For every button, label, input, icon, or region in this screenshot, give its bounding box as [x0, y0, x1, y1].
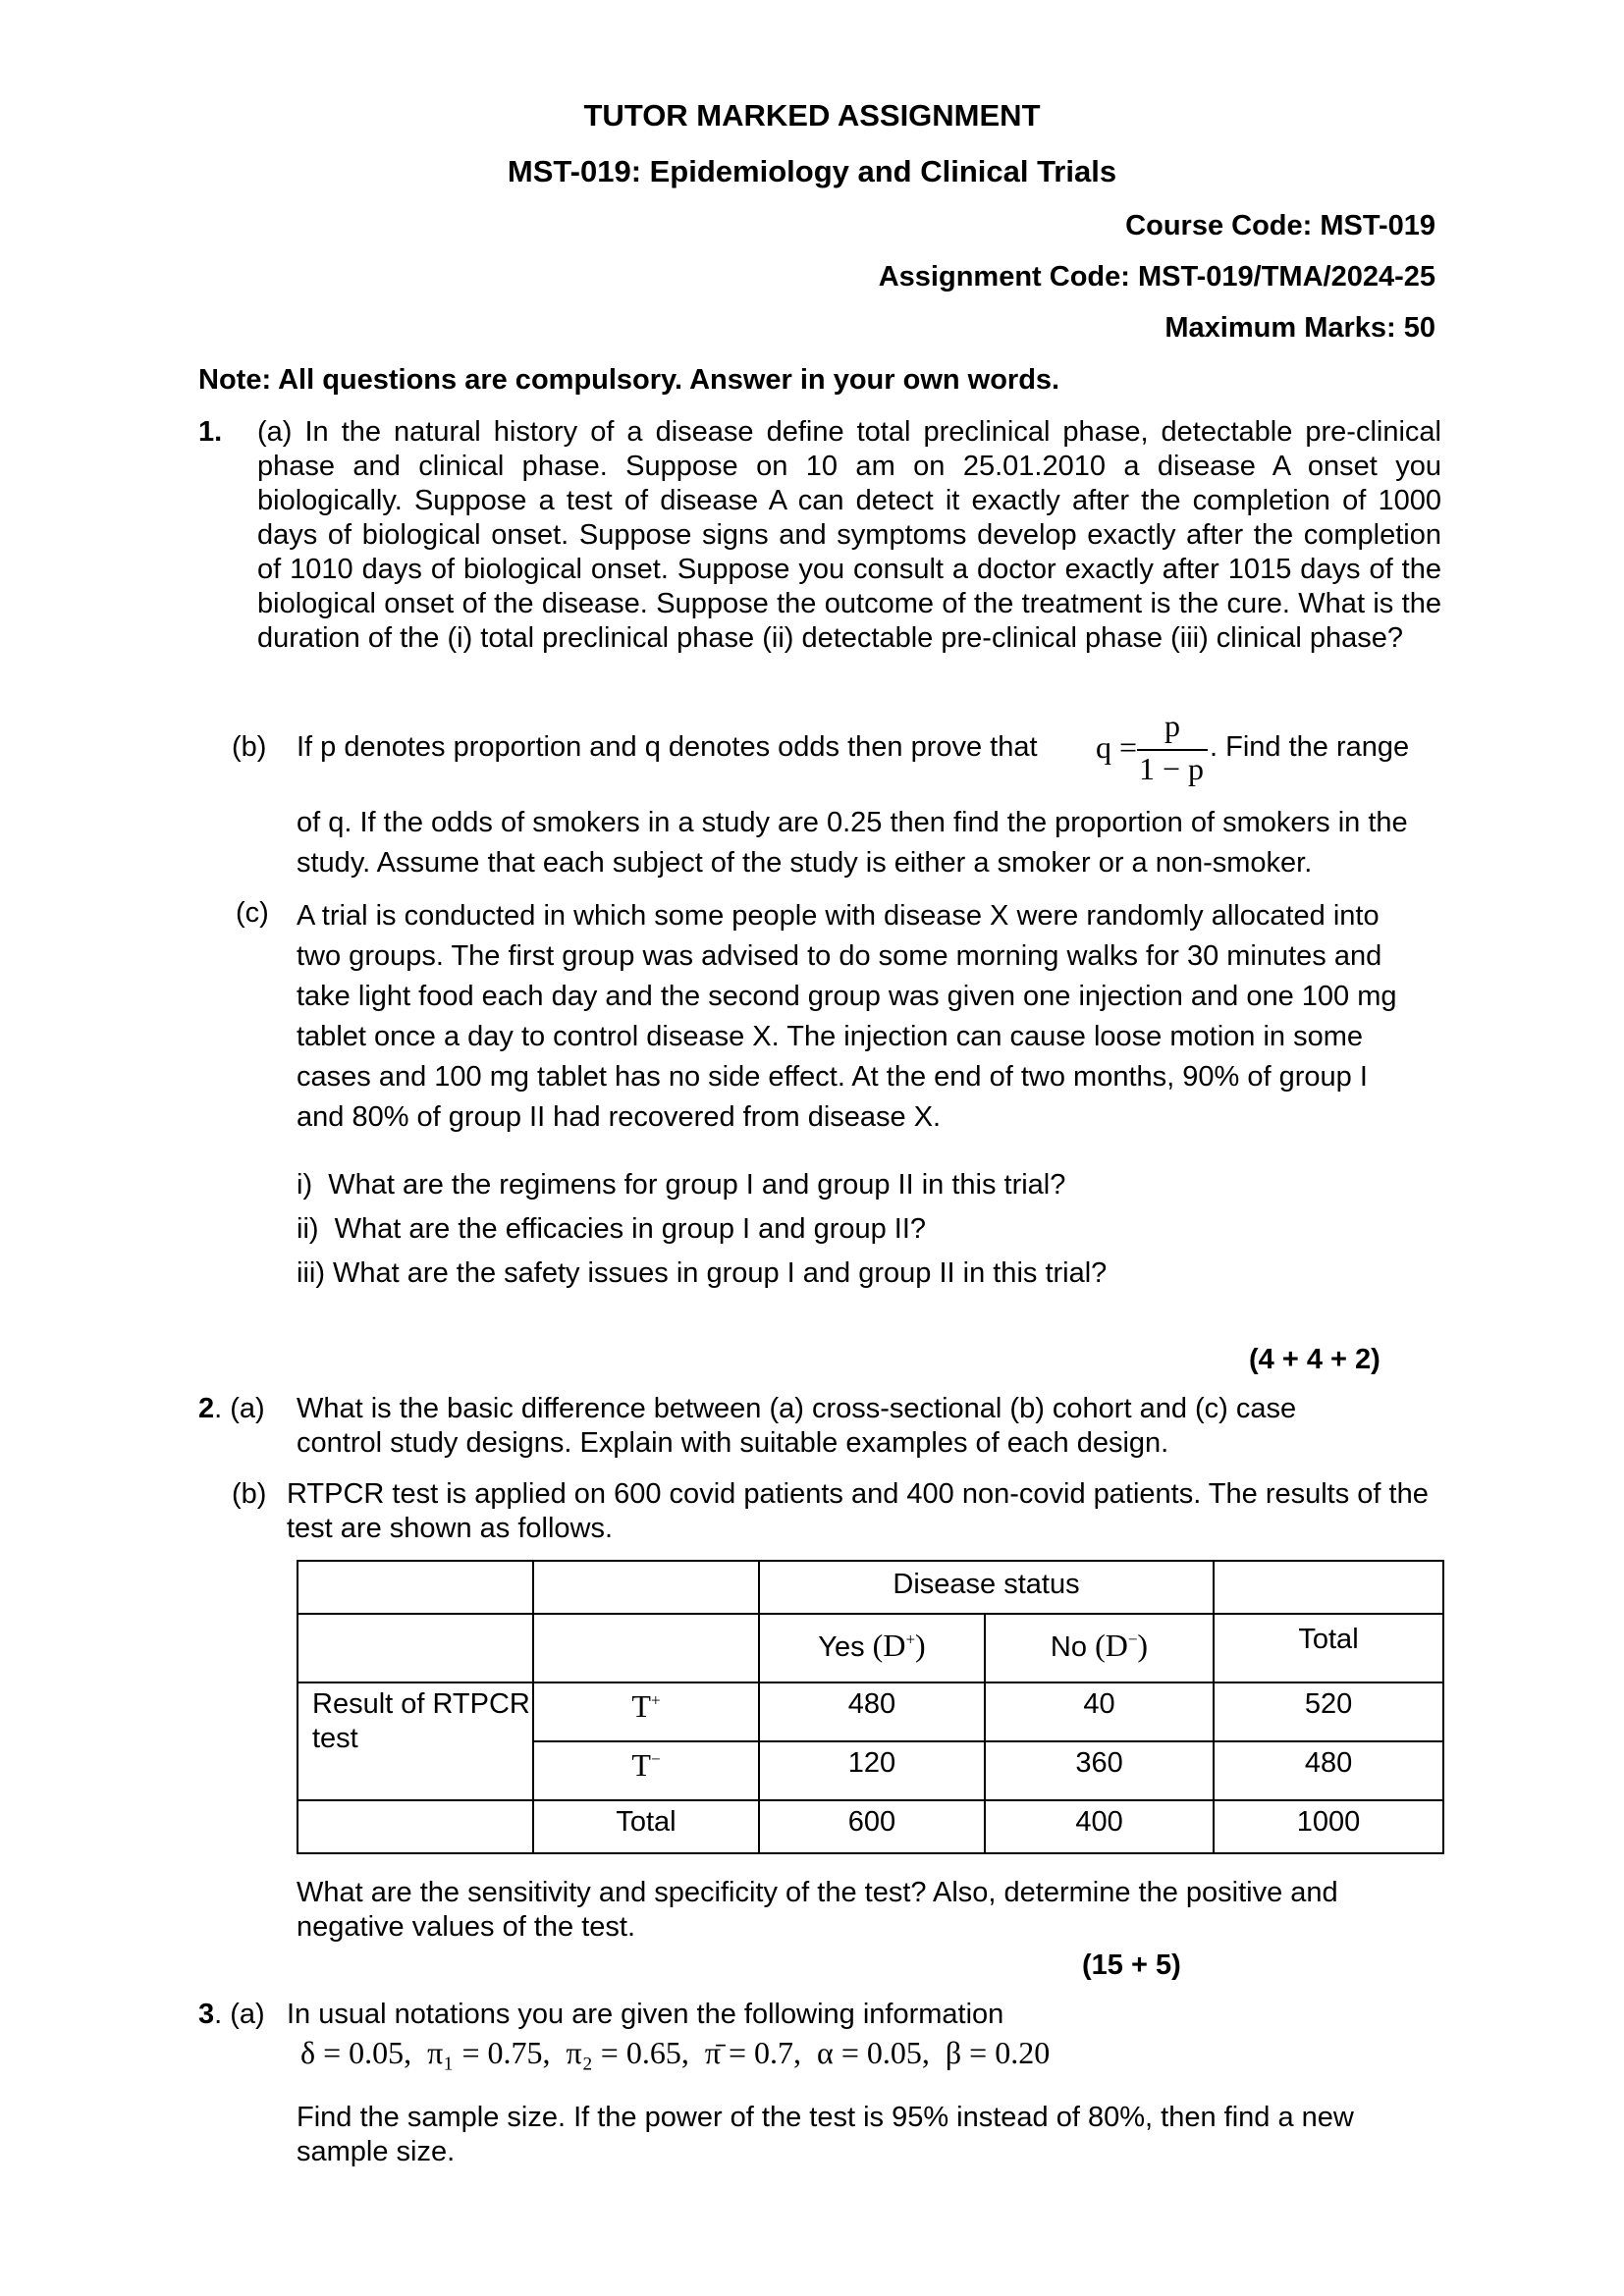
cell-fp: 40	[985, 1682, 1214, 1741]
question-3-number: 3	[198, 1999, 215, 2030]
question-2b-label: (b)	[232, 1478, 267, 1510]
question-1c-label: (c)	[236, 897, 269, 929]
total-row-header: Total	[533, 1800, 759, 1853]
question-2b-after-text: What are the sensitivity and specificity of the test? Also, determine the positive and negative values of the test.	[297, 1877, 1338, 1943]
question-2-number: 2	[198, 1393, 215, 1424]
course-code: Course Code: MST-019	[1125, 210, 1435, 241]
question-2a-text: What is the basic difference between (a) cross-sectional (b) cohort and (c) case control study designs. Explain with suitable examples of each design.	[297, 1393, 1297, 1459]
cell-t-plus-total: 520	[1214, 1682, 1443, 1741]
question-3a-text-2: Find the sample size. If the power of the test is 95% instead of 80%, then find a new sample size.	[297, 2102, 1354, 2167]
question-1a-text: (a) In the natural history of a disease define total preclinical phase, detectable pre-clinical phase and clinical phase. Suppose on 10 am on 25.01.2010 a disease A onset you biologically. Suppose a test of disease A can detect it exactly after the completion of 1000 days of biological onset. Suppose signs and symptoms develop exactly after the completion of 1010 days of biological onset. Suppose you consult a doctor exactly after 1015 days of the biological onset of the disease. Suppose the outcome of the treatment is the cure. What is the duration of the (i) total preclinical phase (ii) detectable pre-clinical phase (iii) clinical phase?	[257, 416, 1441, 654]
table-cell-empty	[298, 1800, 533, 1853]
cell-total-yes: 600	[759, 1800, 985, 1853]
table-cell-empty	[298, 1614, 533, 1682]
cell-grand-total: 1000	[1214, 1800, 1443, 1853]
result-of-rtpcr-label: Result of RTPCR test	[298, 1682, 533, 1800]
question-1c-item-3: iii) What are the safety issues in group I and group II in this trial?	[297, 1257, 1108, 1289]
cell-tp: 480	[759, 1682, 985, 1741]
maximum-marks: Maximum Marks: 50	[1164, 312, 1435, 344]
question-1c-text: A trial is conducted in which some people with disease X were randomly allocated into two groups. The first group was advised to do some morning walks for 30 minutes and take light food each day and the second group was given one injection and one 100 mg tablet once a day to control disease X. The injection can cause loose motion in some cases and 100 mg tablet has no side effect. At the end of two months, 90% of group I and 80% of group II had recovered from disease X.	[297, 900, 1397, 1133]
question-1-marks: (4 + 4 + 2)	[1249, 1344, 1380, 1375]
d-plus-symbol: (D+)	[872, 1628, 926, 1663]
question-1b-text: If p denotes proportion and q denotes odds then prove that	[297, 731, 1038, 763]
question-1-number: 1.	[198, 416, 223, 448]
question-1c-item-2: ii) What are the efficacies in group I and group II?	[297, 1213, 927, 1245]
question-2-label	[198, 1392, 265, 1426]
question-2b-text: RTPCR test is applied on 600 covid patients and 400 non-covid patients. The results of the test are shown as follows.	[287, 1478, 1429, 1544]
page-subtitle: MST-019: Epidemiology and Clinical Trials	[507, 154, 1117, 188]
d-symbol: D	[883, 1628, 906, 1663]
question-3a-formula: δ = 0.05, π₁ = 0.75, π₂ = 0.65, π̄ = 0.7, α = 0.05, β = 0.20	[300, 2035, 1051, 2070]
cell-t-minus-total: 480	[1214, 1741, 1443, 1800]
total-column-header: Total	[1214, 1614, 1443, 1682]
table-cell-empty	[533, 1561, 759, 1614]
table-cell-empty	[533, 1614, 759, 1682]
instructions-note: Note: All questions are compulsory. Answer in your own words.	[198, 364, 1060, 396]
question-1b-text-cont: . Find the range	[1210, 731, 1410, 763]
page-title: TUTOR MARKED ASSIGNMENT	[583, 98, 1041, 133]
t-symbol: T	[631, 1747, 651, 1783]
disease-status-header: Disease status	[759, 1561, 1214, 1614]
assignment-code: Assignment Code: MST-019/TMA/2024-25	[878, 261, 1435, 293]
table-cell-empty	[1214, 1561, 1443, 1614]
formula-denominator: 1 − p	[1139, 751, 1205, 786]
question-1b-text-2: of q. If the odds of smokers in a study are 0.25 then find the proportion of smokers in the study. Assume that each subject of the study is either a smoker or a non-smoker.	[297, 807, 1408, 879]
question-1c-item-1: i) What are the regimens for group I and group II in this trial?	[297, 1169, 1066, 1201]
question-3a-text: In usual notations you are given the following information	[287, 1999, 1004, 2030]
cell-total-no: 400	[985, 1800, 1214, 1853]
question-3a-label: . (a)	[214, 1999, 265, 2030]
d-minus-symbol: (D−)	[1095, 1628, 1149, 1663]
t-minus-row-header: T−	[533, 1741, 759, 1800]
question-1b-label: (b)	[232, 731, 267, 763]
question-3-label	[198, 1998, 265, 2032]
question-2-marks: (15 + 5)	[1082, 1949, 1181, 1981]
t-symbol: T	[631, 1688, 651, 1724]
t-plus-row-header: T+	[533, 1682, 759, 1741]
cell-fn: 120	[759, 1741, 985, 1800]
no-label: No	[1050, 1631, 1087, 1663]
cell-tn: 360	[985, 1741, 1214, 1800]
question-2a-label: . (a)	[214, 1393, 265, 1424]
yes-column-header	[759, 1614, 985, 1682]
formula-lhs: q =	[1096, 729, 1138, 765]
table-cell-empty	[298, 1561, 533, 1614]
rtpcr-results-table	[297, 1560, 1444, 1854]
yes-label: Yes	[818, 1631, 865, 1663]
d-symbol: D	[1105, 1628, 1128, 1663]
no-column-header	[985, 1614, 1214, 1682]
formula-numerator: p	[1164, 708, 1180, 743]
